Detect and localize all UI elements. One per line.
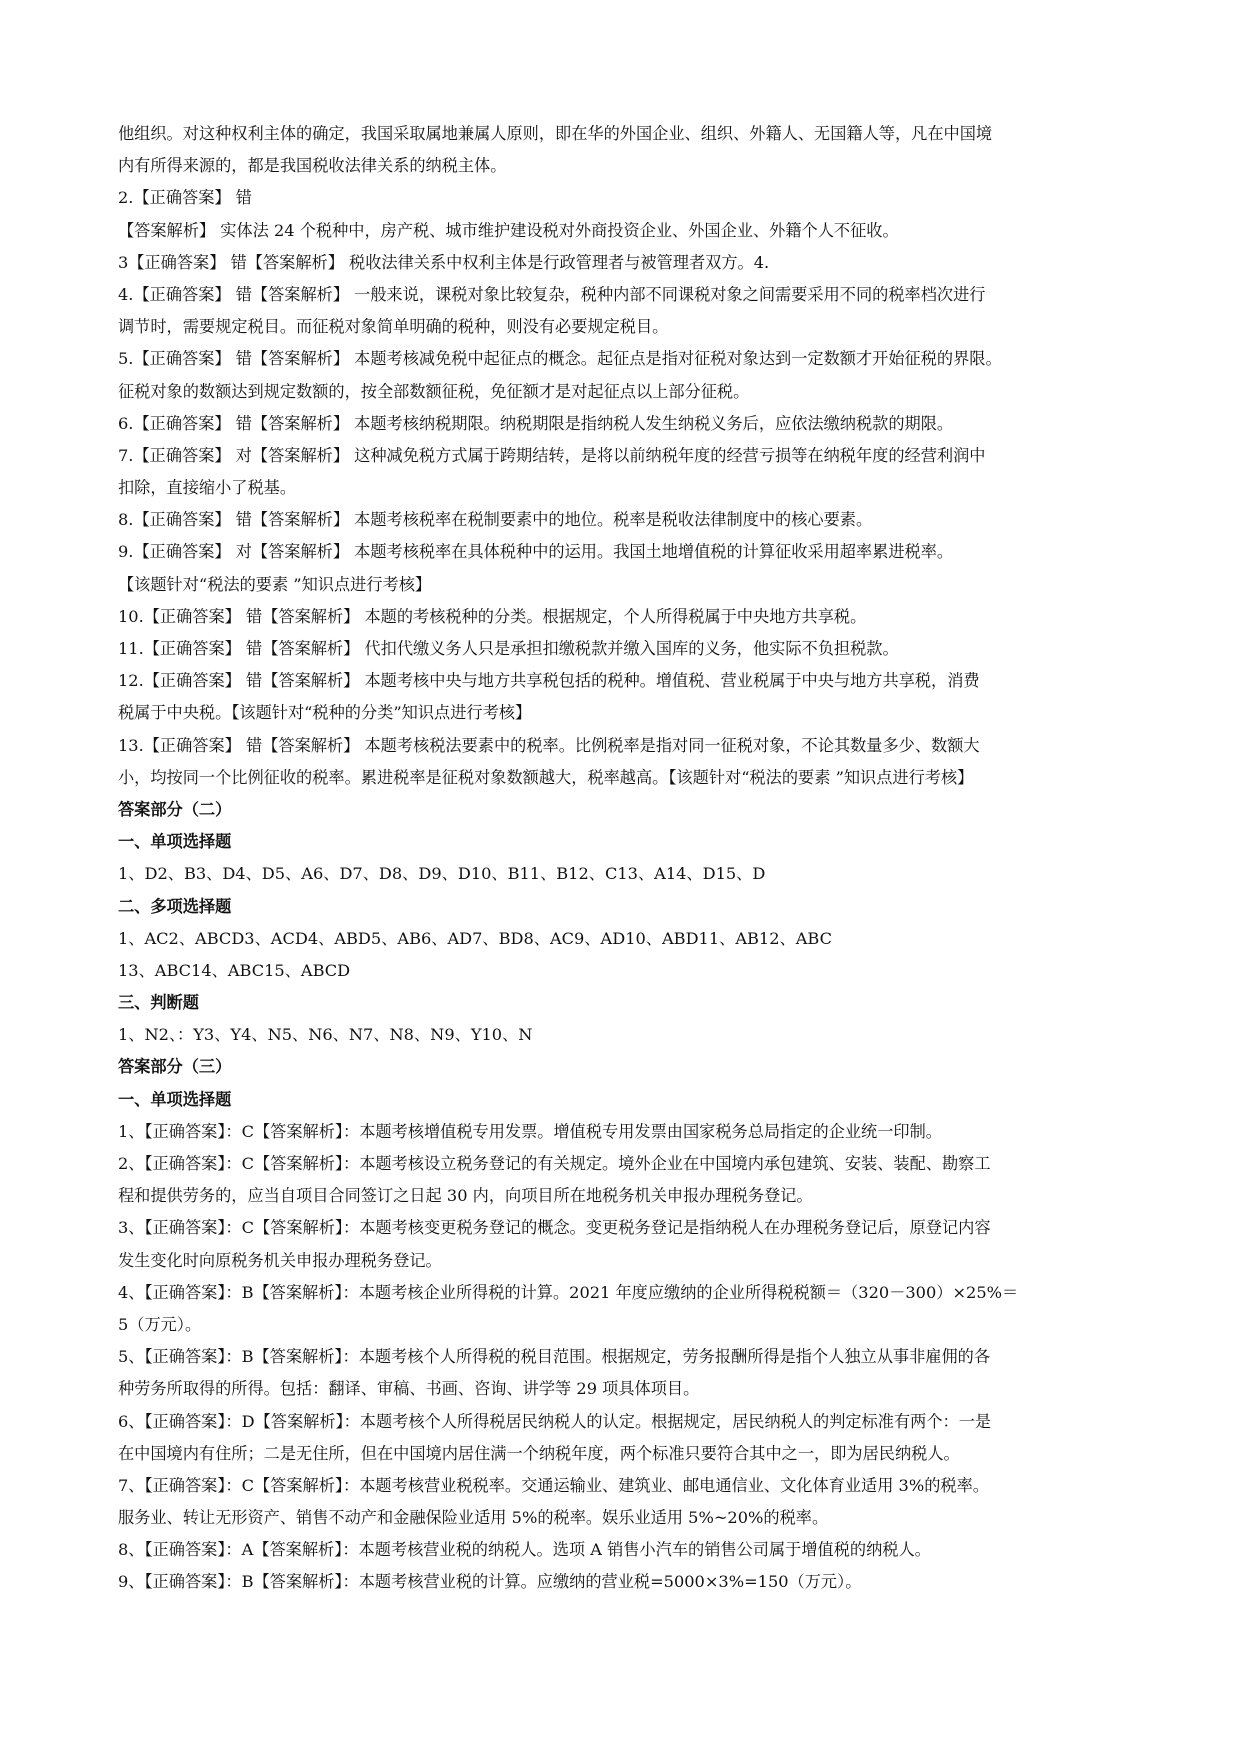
text-line: 调节时，需要规定税目。而征税对象简单明确的税种，则没有必要规定税目。 <box>118 317 669 337</box>
text-line: 13.【正确答案】 错【答案解析】 本题考核税法要素中的税率。比例税率是指对同一征税对象，不论其数量多少、数额大 <box>118 735 980 755</box>
text-line: 在中国境内有住所；二是无住所，但在中国境内居住满一个纳税年度，两个标准只要符合其中之一，即为居民纳税人。 <box>118 1443 960 1463</box>
text-line: 1、D2、B3、D4、D5、A6、D7、D8、D9、D10、B11、B12、C13、A14、D15、D <box>118 864 766 884</box>
text-line: 4、【正确答案】：B【答案解析】：本题考核企业所得税的计算。2021 年度应缴纳的企业所得税税额＝（320－300）×25%＝ <box>118 1282 1019 1302</box>
text-line: 发生变化时向原税务机关申报办理税务登记。 <box>118 1250 442 1270</box>
text-line: 5（万元）。 <box>118 1314 202 1334</box>
text-line: 9.【正确答案】 对【答案解析】 本题考核税率在具体税种中的运用。我国土地增值税的计算征收采用超率累进税率。 <box>118 542 954 562</box>
text-line: 征税对象的数额达到规定数额的，按全部数额征税，免征额才是对起征点以上部分征税。 <box>118 381 750 401</box>
text-line: 【该题针对“税法的要素 ”知识点进行考核】 <box>118 574 432 594</box>
section-heading: 一、单项选择题 <box>118 832 232 852</box>
text-line: 11.【正确答案】 错【答案解析】 代扣代缴义务人只是承担扣缴税款并缴入国库的义务，他实际不负担税款。 <box>118 639 899 658</box>
text-line: 1、N2、：Y3、Y4、N5、N6、N7、N8、N9、Y10、N <box>118 1025 533 1045</box>
text-line: 服务业、转让无形资产、销售不动产和金融保险业适用 5%的税率。娱乐业适用 5%~20%的税率。 <box>118 1508 829 1528</box>
text-line: 13、ABC14、ABC15、ABCD <box>118 960 351 980</box>
text-line: 税属于中央税。【该题针对“税种的分类”知识点进行考核】 <box>118 703 532 723</box>
section-heading: 三、判断题 <box>118 993 199 1013</box>
section-heading: 答案部分（二） <box>118 799 232 819</box>
text-line: 5、【正确答案】：B【答案解析】：本题考核个人所得税的税目范围。根据规定，劳务报酬所得是指个人独立从事非雇佣的各 <box>118 1347 991 1367</box>
text-line: 小，均按同一个比例征收的税率。累进税率是征税对象数额越大，税率越高。【该题针对“税法的要素 ”知识点进行考核】 <box>118 767 974 787</box>
text-line: 7、【正确答案】：C【答案解析】：本题考核营业税税率。交通运输业、建筑业、邮电通信业、文化体育业适用 3%的税率。 <box>118 1475 989 1495</box>
text-line: 扣除，直接缩小了税基。 <box>118 478 297 498</box>
text-line: 【答案解析】 实体法 24 个税种中，房产税、城市维护建设税对外商投资企业、外国企业、外籍个人不征收。 <box>118 220 899 240</box>
text-line: 4.【正确答案】 错【答案解析】 一般来说，课税对象比较复杂，税种内部不同课税对象之间需要采用不同的税率档次进行 <box>118 284 986 304</box>
text-line: 1、AC2、ABCD3、ACD4、ABD5、AB6、AD7、BD8、AC9、AD10、ABD11、AB12、ABC <box>118 928 832 948</box>
text-line: 3、【正确答案】：C【答案解析】：本题考核变更税务登记的概念。变更税务登记是指纳税人在办理税务登记后，原登记内容 <box>118 1218 991 1238</box>
text-line: 8、【正确答案】：A【答案解析】：本题考核营业税的纳税人。选项 A 销售小汽车的销售公司属于增值税的纳税人。 <box>118 1540 931 1560</box>
text-line: 3【正确答案】 错【答案解析】 税收法律关系中权利主体是行政管理者与被管理者双方。4. <box>118 252 770 272</box>
text-line: 9、【正确答案】：B【答案解析】：本题考核营业税的计算。应缴纳的营业税=5000×3%=150（万元）。 <box>118 1572 862 1592</box>
section-heading: 一、单项选择题 <box>118 1089 232 1109</box>
text-line: 2.【正确答案】 错 <box>118 188 252 208</box>
text-line: 10.【正确答案】 错【答案解析】 本题的考核税种的分类。根据规定，个人所得税属于中央地方共享税。 <box>118 606 867 626</box>
text-line: 6、【正确答案】：D【答案解析】：本题考核个人所得税居民纳税人的认定。根据规定，居民纳税人的判定标准有两个：一是 <box>118 1411 992 1431</box>
text-line: 1、【正确答案】：C【答案解析】：本题考核增值税专用发票。增值税专用发票由国家税务总局指定的企业统一印制。 <box>118 1121 942 1141</box>
text-line: 12.【正确答案】 错【答案解析】 本题考核中央与地方共享税包括的税种。增值税、营业税属于中央与地方共享税，消费 <box>118 671 980 691</box>
text-line: 5.【正确答案】 错【答案解析】 本题考核减免税中起征点的概念。起征点是指对征税对象达到一定数额才开始征税的界限。 <box>118 349 1002 369</box>
text-line: 他组织。对这种权利主体的确定，我国采取属地兼属人原则，即在华的外国企业、组织、外籍人、无国籍人等，凡在中国境 <box>118 124 993 143</box>
text-line: 2、【正确答案】：C【答案解析】：本题考核设立税务登记的有关规定。境外企业在中国境内承包建筑、安装、装配、勘察工 <box>118 1154 991 1173</box>
section-heading: 答案部分（三） <box>118 1057 232 1077</box>
text-line: 8.【正确答案】 错【答案解析】 本题考核税率在税制要素中的地位。税率是税收法律制度中的核心要素。 <box>118 510 873 530</box>
section-heading: 二、多项选择题 <box>118 896 232 916</box>
text-line: 7.【正确答案】 对【答案解析】 这种减免税方式属于跨期结转，是将以前纳税年度的经营亏损等在纳税年度的经营利润中 <box>118 445 986 465</box>
text-line: 程和提供劳务的，应当自项目合同签订之日起 30 内，向项目所在地税务机关申报办理税务登记。 <box>118 1186 813 1206</box>
text-line: 种劳务所取得的所得。包括：翻译、审稿、书画、咨询、讲学等 29 项具体项目。 <box>118 1379 700 1399</box>
text-line: 6.【正确答案】 错【答案解析】 本题考核纳税期限。纳税期限是指纳税人发生纳税义务后，应依法缴纳税款的期限。 <box>118 413 954 433</box>
document-body <box>118 118 1128 1599</box>
text-line: 内有所得来源的，都是我国税收法律关系的纳税主体。 <box>118 156 507 176</box>
